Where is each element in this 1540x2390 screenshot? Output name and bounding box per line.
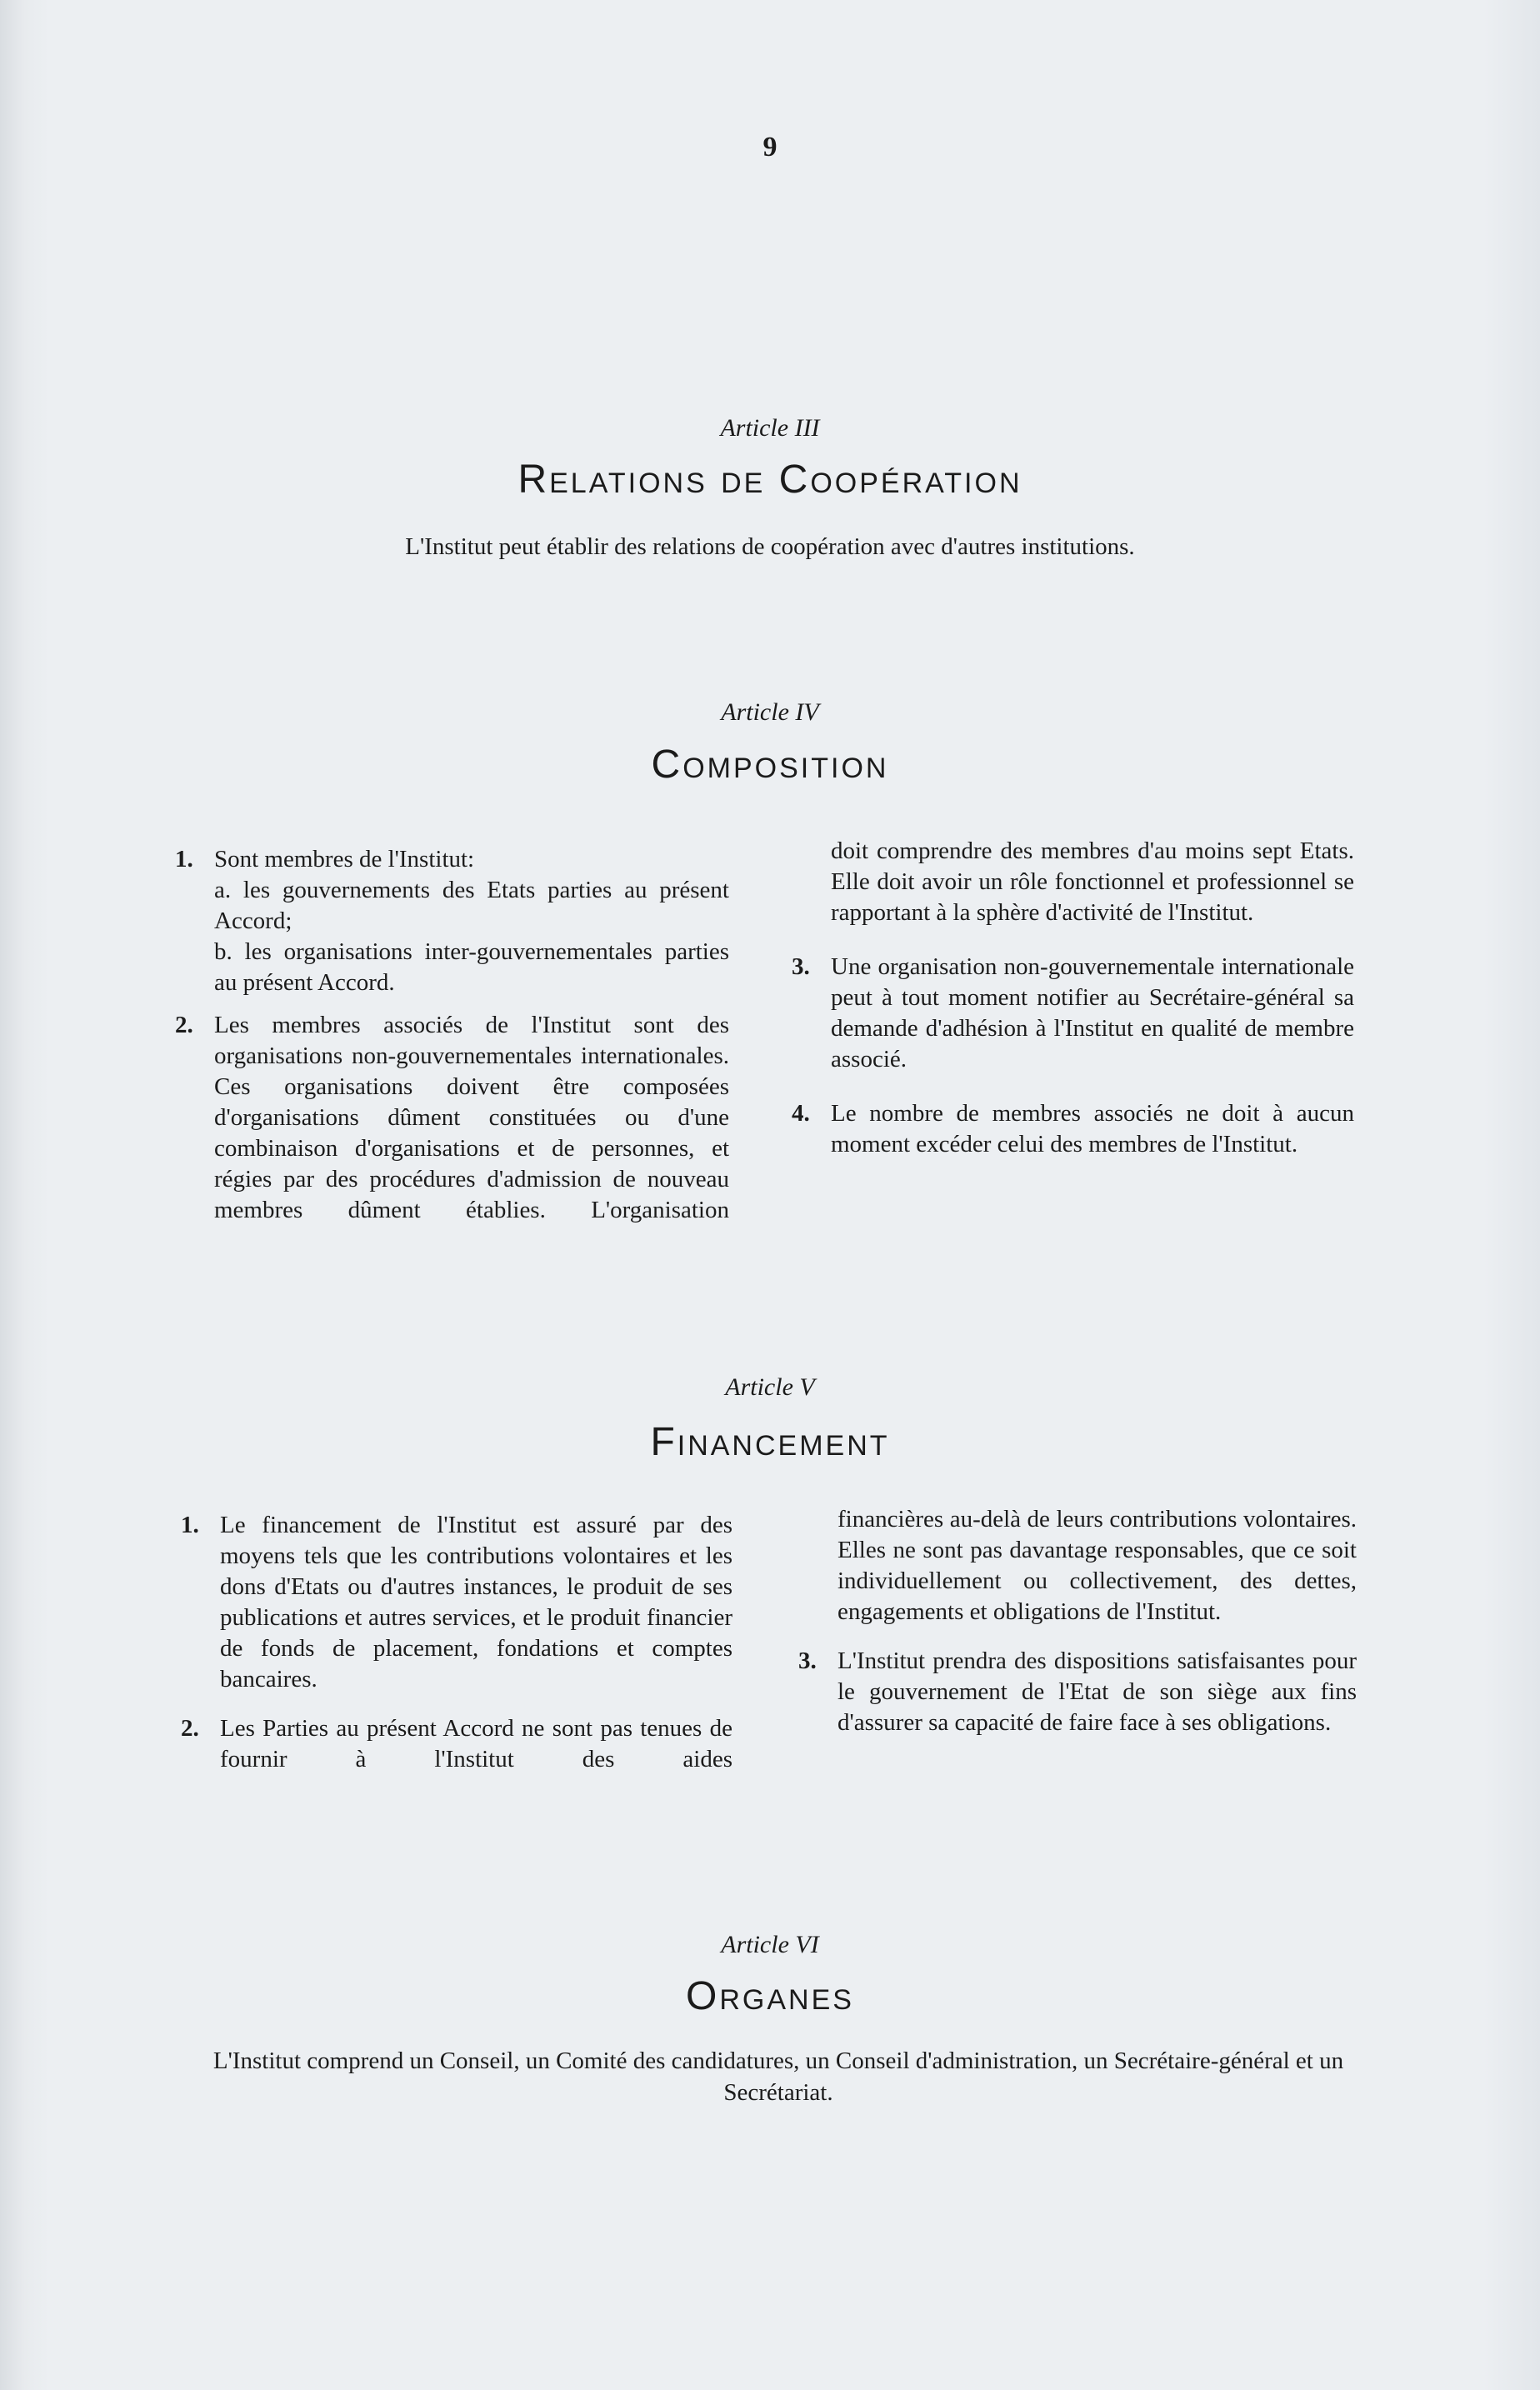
item-number: 3.	[792, 953, 810, 980]
item-number: 4.	[792, 1100, 810, 1127]
article-4-right-column	[792, 836, 1354, 1172]
item-intro: Sont membres de l'Institut:	[214, 846, 475, 872]
article-4-left-column	[175, 844, 729, 1238]
article-5-label: Article V	[725, 1373, 815, 1401]
article-4-item-2-continued	[792, 836, 1354, 928]
article-5-item-1	[181, 1510, 732, 1695]
item-sub-a: a. les gouvernements des Etats parties au présent Accord;	[214, 877, 729, 934]
article-5-title: Financement	[650, 1420, 890, 1464]
article-5-right-column	[798, 1504, 1357, 1750]
article-3-title: Relations de Coopération	[518, 458, 1022, 502]
article-4-label: Article IV	[721, 698, 819, 726]
article-5-item-3	[798, 1646, 1357, 1738]
item-number: 2.	[181, 1715, 199, 1742]
article-4-item-2	[175, 1010, 729, 1226]
article-3-label: Article III	[720, 414, 820, 442]
item-text: Une organisation non-gouvernementale internationale peut à tout moment notifier au Secrétaire-général sa demande d'adhésion à l'Institut en qualité de membre associé.	[831, 953, 1354, 1072]
article-6-text: L'Institut comprend un Conseil, un Comité des candidatures, un Conseil d'administration, un Secrétaire-général et un Secrétariat.	[212, 2048, 1344, 2106]
article-5-item-2	[181, 1713, 732, 1775]
page-number: 9	[762, 132, 778, 162]
item-number: 1.	[181, 1512, 199, 1538]
item-continued-text: financières au-delà de leurs contributions volontaires. Elles ne sont pas davantage responsables, que ce soit individuellement ou collectivement, des dettes, engagements et obligations de l'Institut.	[838, 1506, 1357, 1625]
item-text: Le nombre de membres associés ne doit à aucun moment excéder celui des membres de l'Institut.	[831, 1100, 1354, 1158]
article-5-left-column	[181, 1510, 732, 1787]
article-4-item-3	[792, 952, 1354, 1075]
article-4-title: Composition	[651, 742, 889, 787]
article-6-label: Article VI	[721, 1931, 819, 1958]
article-4-item-1	[175, 844, 729, 998]
item-text: L'Institut prendra des dispositions satisfaisantes pour le gouvernement de l'Etat de son siège aux fins d'assurer sa capacité de faire face à ses obligations.	[838, 1648, 1357, 1736]
item-number: 3.	[798, 1648, 817, 1674]
item-sub-b: b. les organisations inter-gouvernementales parties au présent Accord.	[214, 938, 729, 996]
article-4-item-4	[792, 1098, 1354, 1160]
item-text: Les membres associés de l'Institut sont des organisations non-gouvernementales internationales. Ces organisations doivent être composées d'organisations dûment constituées ou d'une combinaison d'organisations et de personnes, et régies par des procédures d'admission de nouveau membres dûment établies. L'organisation	[214, 1012, 729, 1223]
article-5-item-2-continued	[798, 1504, 1357, 1628]
item-text: Les Parties au présent Accord ne sont pas tenues de fournir à l'Institut des aides	[220, 1715, 732, 1772]
article-6-title: Organes	[686, 1974, 854, 2018]
item-text: Le financement de l'Institut est assuré par des moyens tels que les contributions volontaires et les dons d'Etats ou d'autres instances, le produit de ses publications et autres services, et le produit financier de fonds de placement, fondations et comptes bancaires.	[220, 1512, 732, 1692]
item-number: 1.	[175, 846, 193, 872]
article-3-text: L'Institut peut établir des relations de coopération avec d'autres institutions.	[405, 533, 1135, 560]
item-number: 2.	[175, 1012, 193, 1038]
item-continued-text: doit comprendre des membres d'au moins sept Etats. Elle doit avoir un rôle fonctionnel et professionnel se rapportant à la sphère d'activité de l'Institut.	[831, 838, 1354, 926]
